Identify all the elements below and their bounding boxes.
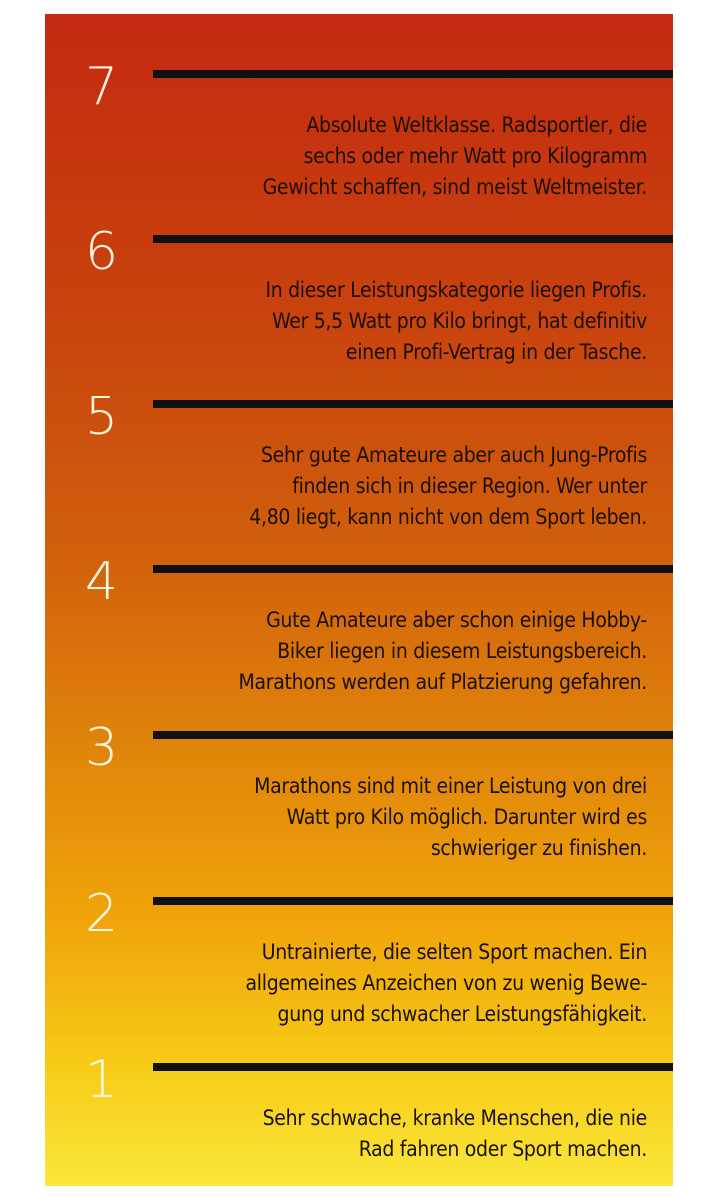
level-number: 4 [85, 552, 119, 612]
level-3 [45, 675, 673, 860]
level-7 [45, 14, 673, 199]
level-number: 7 [85, 57, 119, 117]
level-divider [153, 897, 673, 905]
level-number: 6 [85, 222, 119, 282]
description-line: schwieriger zu finishen. [430, 836, 647, 860]
level-number: 3 [85, 718, 119, 778]
description-line: Rad fahren oder Sport machen. [358, 1137, 647, 1161]
description-line: Wer 5,5 Watt pro Kilo bringt, hat definitiv [272, 309, 647, 333]
description-line: Gute Amateure aber schon einige Hobby- [266, 608, 647, 632]
description-line: Sehr schwache, kranke Menschen, die nie [262, 1106, 647, 1130]
description-line: 4,80 liegt, kann nicht von dem Sport leben. [249, 505, 647, 529]
level-divider [153, 235, 673, 243]
description-line: gung und schwacher Leistungsfähigkeit. [277, 1002, 647, 1026]
level-number: 5 [85, 387, 119, 447]
level-2 [45, 841, 673, 1026]
description-line: Untrainierte, die selten Sport machen. Ein [261, 940, 647, 964]
level-divider [153, 565, 673, 573]
level-divider [153, 70, 673, 78]
description-line: In dieser Leistungskategorie liegen Profis. [265, 278, 647, 302]
level-5 [45, 344, 673, 529]
description-line: Watt pro Kilo möglich. Darunter wird es [286, 805, 647, 829]
level-divider [153, 400, 673, 408]
level-1 [45, 1007, 673, 1173]
description-line: Biker liegen in diesem Leistungsbereich. [277, 639, 647, 663]
description-line: finden sich in dieser Region. Wer unter [292, 474, 647, 498]
level-6 [45, 179, 673, 364]
power-scale-panel [45, 14, 673, 1186]
description-line: Absolute Weltklasse. Radsportler, die [306, 113, 647, 137]
level-description [147, 1103, 647, 1165]
level-number: 2 [85, 884, 119, 944]
description-line: Marathons werden auf Platzierung gefahren. [238, 670, 647, 694]
description-line: einen Profi-Vertrag in der Tasche. [345, 340, 647, 364]
level-divider [153, 731, 673, 739]
description-line: Sehr gute Amateure aber auch Jung-Profis [260, 443, 647, 467]
description-line: Gewicht schaffen, sind meist Weltmeister. [262, 175, 647, 199]
description-line: Marathons sind mit einer Leistung von drei [254, 774, 647, 798]
description-line: allgemeines Anzeichen von zu wenig Bewe- [245, 971, 647, 995]
level-4 [45, 509, 673, 694]
level-number: 1 [85, 1050, 119, 1110]
description-line: sechs oder mehr Watt pro Kilogramm [303, 144, 647, 168]
level-divider [153, 1063, 673, 1071]
